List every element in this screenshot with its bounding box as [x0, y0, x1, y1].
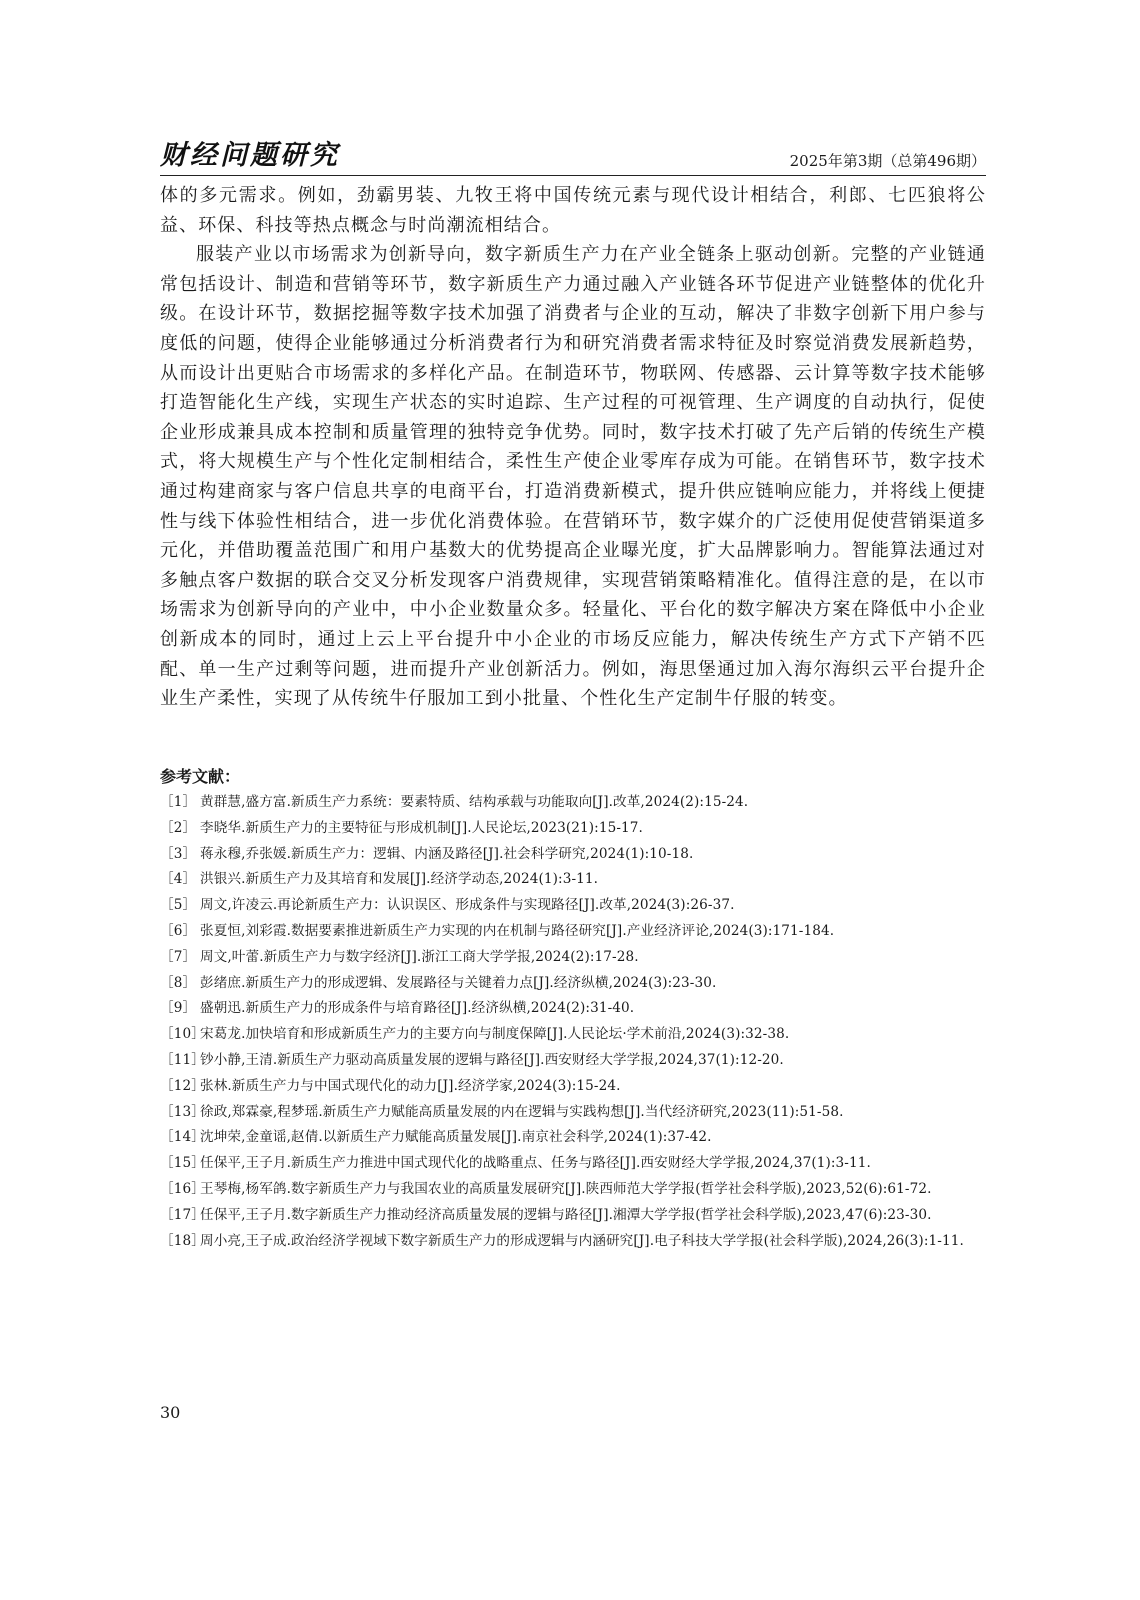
reference-text: 李晓华.新质生产力的主要特征与形成机制[J].人民论坛,2023(21):15-17.	[200, 819, 643, 836]
reference-text: 彭绪庶.新质生产力的形成逻辑、发展路径与关键着力点[J].经济纵横,2024(3):23-30.	[200, 974, 717, 991]
reference-item	[160, 842, 986, 868]
reference-item	[160, 816, 986, 842]
reference-text: 盛朝迅.新质生产力的形成条件与培育路径[J].经济纵横,2024(2):31-40.	[200, 1000, 635, 1017]
reference-item	[160, 1100, 986, 1126]
paragraph: 服装产业以市场需求为创新导向，数字新质生产力在产业全链条上驱动创新。完整的产业链通常包括设计、制造和营销等环节，数字新质生产力通过融入产业链各环节促进产业链整体的优化升级。在设计环节，数据挖掘等数字技术加强了消费者与企业的互动，解决了非数字创新下用户参与度低的问题，使得企业能够通过分析消费者行为和研究消费者需求特征及时察觉消费发展新趋势，从而设计出更贴合市场需求的多样化产品。在制造环节，物联网、传感器、云计算等数字技术能够打造智能化生产线，实现生产状态的实时追踪、生产过程的可视管理、生产调度的自动执行，促使企业形成兼具成本控制和质量管理的独特竞争优势。同时，数字技术打破了先产后销的传统生产模式，将大规模生产与个性化定制相结合，柔性生产使企业零库存成为可能。在销售环节，数字技术通过构建商家与客户信息共享的电商平台，打造消费新模式，提升供应链响应能力，并将线上便捷性与线下体验性相结合，进一步优化消费体验。在营销环节，数字媒介的广泛使用促使营销渠道多元化，并借助覆盖范围广和用户基数大的优势提高企业曝光度，扩大品牌影响力。智能算法通过对多触点客户数据的联合交叉分析发现客户消费规律，实现营销策略精准化。值得注意的是，在以市场需求为创新导向的产业中，中小企业数量众多。轻量化、平台化的数字解决方案在降低中小企业创新成本的同时，通过上云上平台提升中小企业的市场反应能力，解决传统生产方式下产销不匹配、单一生产过剩等问题，进而提升产业创新活力。例如，海思堡通过加入海尔海织云平台提升企业生产柔性，实现了从传统牛仔服加工到小批量、个性化生产定制牛仔服的转变。	[160, 244, 986, 710]
reference-number: ［16］	[160, 1180, 205, 1197]
reference-number: ［12］	[160, 1077, 205, 1094]
reference-text: 周小亮,王子成.政治经济学视域下数字新质生产力的形成逻辑与内涵研究[J].电子科技大学学报(社会科学版),2024,26(3):1-11.	[200, 1232, 964, 1249]
reference-item	[160, 790, 986, 816]
reference-item	[160, 1177, 986, 1203]
header-divider	[160, 175, 986, 176]
reference-text: 洪银兴.新质生产力及其培育和发展[J].经济学动态,2024(1):3-11.	[200, 871, 599, 888]
reference-number: ［3］	[160, 845, 197, 862]
reference-text: 周文,许凌云.再论新质生产力：认识误区、形成条件与实现路径[J].改革,2024(3):26-37.	[200, 897, 735, 914]
reference-item	[160, 945, 986, 971]
paragraph-continuation: 体的多元需求。例如，劲霸男装、九牧王将中国传统元素与现代设计相结合，利郎、七匹狼将公益、环保、科技等热点概念与时尚潮流相结合。	[160, 185, 986, 236]
reference-number: ［6］	[160, 922, 197, 939]
reference-item	[160, 919, 986, 945]
reference-number: ［10］	[160, 1026, 205, 1043]
page-number: 30	[160, 1403, 181, 1422]
references-heading: 参考文献：	[160, 767, 241, 786]
reference-number: ［5］	[160, 897, 197, 914]
reference-text: 任保平,王子月.数字新质生产力推动经济高质量发展的逻辑与路径[J].湘潭大学学报(哲学社会科学版),2023,47(6):23-30.	[200, 1206, 932, 1223]
reference-item	[160, 1203, 986, 1229]
reference-text: 钞小静,王清.新质生产力驱动高质量发展的逻辑与路径[J].西安财经大学学报,2024,37(1):12-20.	[200, 1051, 784, 1068]
reference-list	[160, 790, 986, 1254]
journal-logo: 财经问题研究	[160, 140, 340, 171]
page-header	[160, 138, 986, 178]
reference-text: 黄群慧,盛方富.新质生产力系统：要素特质、结构承载与功能取向[J].改革,2024(2):15-24.	[200, 794, 749, 810]
reference-number: ［11］	[160, 1051, 205, 1068]
reference-text: 任保平,王子月.新质生产力推进中国式现代化的战略重点、任务与路径[J].西安财经大学学报,2024,37(1):3-11.	[200, 1155, 871, 1172]
reference-item	[160, 1125, 986, 1151]
reference-number: ［9］	[160, 1000, 197, 1017]
reference-item	[160, 1151, 986, 1177]
reference-number: ［14］	[160, 1129, 205, 1146]
reference-item	[160, 1229, 986, 1255]
reference-number: ［13］	[160, 1103, 205, 1120]
reference-text: 王琴梅,杨军鸽.数字新质生产力与我国农业的高质量发展研究[J].陕西师范大学学报(哲学社会科学版),2023,52(6):61-72.	[200, 1180, 932, 1197]
reference-text: 张林.新质生产力与中国式现代化的动力[J].经济学家,2024(3):15-24.	[200, 1077, 621, 1094]
reference-text: 蒋永穆,乔张媛.新质生产力：逻辑、内涵及路径[J].社会科学研究,2024(1):10-18.	[200, 845, 694, 862]
reference-item	[160, 971, 986, 997]
reference-item	[160, 893, 986, 919]
reference-text: 张夏恒,刘彩霞.数据要素推进新质生产力实现的内在机制与路径研究[J].产业经济评论,2024(3):171-184.	[200, 922, 835, 939]
reference-number: ［7］	[160, 948, 197, 965]
reference-text: 徐政,郑霖豪,程梦瑶.新质生产力赋能高质量发展的内在逻辑与实践构想[J].当代经济研究,2023(11):51-58.	[200, 1103, 844, 1120]
reference-number: ［1］	[160, 794, 197, 810]
reference-number: ［17］	[160, 1206, 205, 1223]
reference-number: ［15］	[160, 1155, 205, 1172]
reference-number: ［18］	[160, 1232, 205, 1249]
issue-info: 2025年第3期（总第496期）	[789, 152, 986, 170]
reference-number: ［8］	[160, 974, 197, 991]
reference-number: ［2］	[160, 819, 197, 836]
reference-text: 沈坤荣,金童谣,赵倩.以新质生产力赋能高质量发展[J].南京社会科学,2024(1):37-42.	[200, 1129, 712, 1146]
reference-number: ［4］	[160, 871, 197, 888]
reference-item	[160, 1048, 986, 1074]
reference-item	[160, 996, 986, 1022]
article-body	[160, 181, 986, 714]
reference-item	[160, 1022, 986, 1048]
reference-item	[160, 1074, 986, 1100]
reference-text: 宋葛龙.加快培育和形成新质生产力的主要方向与制度保障[J].人民论坛·学术前沿,2024(3):32-38.	[200, 1026, 790, 1043]
reference-text: 周文,叶蕾.新质生产力与数字经济[J].浙江工商大学学报,2024(2):17-28.	[200, 948, 639, 965]
reference-item	[160, 867, 986, 893]
